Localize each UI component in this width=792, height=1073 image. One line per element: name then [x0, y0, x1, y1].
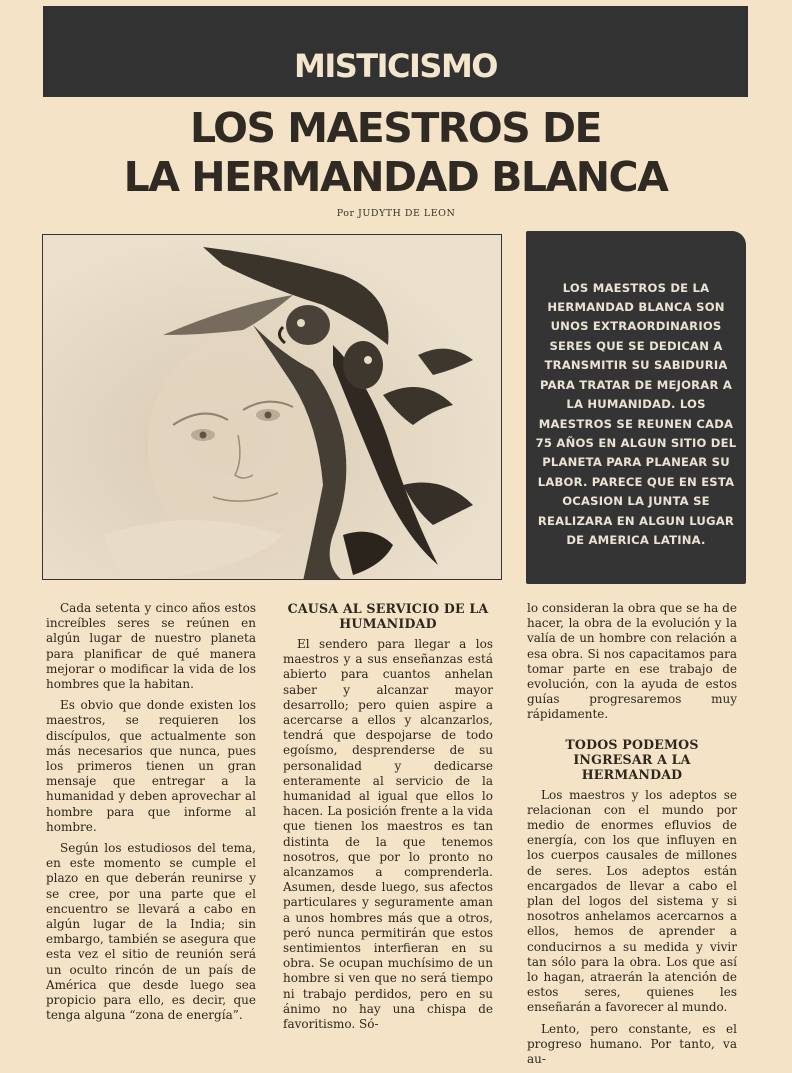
paragraph: lo consideran la obra que se ha de hacer, la obra de la evolución y la valía de un hombre con relación a esa obra. Si nos capacitamos para tomar parte en ese trabajo de evolución, con la ayuda de estos guías progresaremos muy rápidamente.: [527, 601, 737, 722]
illustration-photo: [42, 234, 502, 580]
highlight-callout-box: [526, 231, 746, 584]
section-banner: [43, 6, 748, 97]
subheading: TODOS PODEMOS INGRESAR A LA HERMANDAD: [565, 736, 699, 782]
paragraph: Según los estudiosos del tema, en este momento se cumple el plazo en que deberán reunirse y se cree, por una parte que el encuentro se llevará a cabo en algún lugar de la India; sin embargo, también se asegura que esta vez el sitio de reunión será un oculto rincón de un país de América que desde luego sea propicio para ello, es decir, que tenga alguna “zona de energía”.: [46, 841, 256, 1023]
article-column-3: [527, 601, 737, 1073]
subheading: CAUSA AL SERVICIO DE LA HUMANIDAD: [287, 601, 489, 631]
headline-line-2: LA HERMANDAD BLANCA: [123, 153, 668, 201]
byline: Por JUDYTH DE LEON: [336, 208, 456, 219]
paragraph: Cada setenta y cinco años estos increíbles seres se reúnen en algún lugar de nuestro planeta para planificar de qué manera mejorar o modificar la vida de los hombres que la habitan.: [46, 601, 256, 692]
paragraph: Es obvio que donde existen los maestros, se requieren los discípulos, que actualmente son más necesarios que nunca, pues los primeros tienen un gran mensaje que entregar a la humanidad y deben aprovechar al hombre para que informe al hombre.: [46, 698, 256, 834]
headline-line-1: LOS MAESTROS DE: [189, 104, 602, 152]
callout-text: LOS MAESTROS DE LA HERMANDAD BLANCA SON UNOS EXTRAORDINARIOS SERES QUE SE DEDICAN A TRANSMITIR SU SABIDURIA PARA TRATAR DE MEJORAR A LA HUMANIDAD. LOS MAESTROS SE REUNEN CADA 75 AÑOS EN ALGUN SITIO DEL PLANETA PARA PLANEAR SU LABOR. PARECE QUE EN ESTA OCASION LA JUNTA SE REALIZARA EN ALGUN LUGAR DE AMERICA LATINA.: [535, 280, 737, 547]
paragraph: Lento, pero constante, es el progreso humano. Por tanto, va au-: [527, 1021, 737, 1067]
paragraph: Los maestros y los adeptos se relacionan con el mundo por medio de enormes efluvios de energía, con los que influyen en los cuerpos causales de millones de seres. Los adeptos están encargados de llevar a cabo el plan del logos del sistema y si nosotros anhelamos acercarnos a ellos, hemos de aprender a conducirnos a su medida y vivir tan sólo para la obra. Los que así lo hagan, atraerán la atención de estos seres, quienes les enseñarán a favorecer al mundo.: [527, 787, 737, 1015]
section-title: MISTICISMO: [293, 46, 497, 85]
article-column-1: [46, 601, 256, 1029]
paragraph: El sendero para llegar a los maestros y a sus enseñanzas está abierto para cuantos anhelan saber y alcanzar mayor desarrollo; pero quien aspire a acercarse a ellos y alcanzarlos, tendrá que despojarse de todo egoísmo, desprenderse de su personalidad y dedicarse enteramente al servicio de la humanidad al igual que ellos lo hacen. La posición frente a la vida que tienen los maestros es tan distinta de la que tenemos nosotros, que por lo pronto no alcanzamos a comprenderla. Asumen, desde luego, sus afectos particulares y seguramente aman a unos hombres más que a otros, peró nunca permitirán que estos sentimientos interfieran en su obra. Se ocupan muchísimo de un hombre si ven que no será tiempo ni trabajo perdidos, pero en su ánimo no hay una chispa de favoritismo. Só-: [283, 637, 493, 1032]
article-column-2: [283, 601, 493, 1038]
old-man-and-parrots-illustration: [43, 235, 502, 580]
article-headline: [43, 104, 748, 202]
